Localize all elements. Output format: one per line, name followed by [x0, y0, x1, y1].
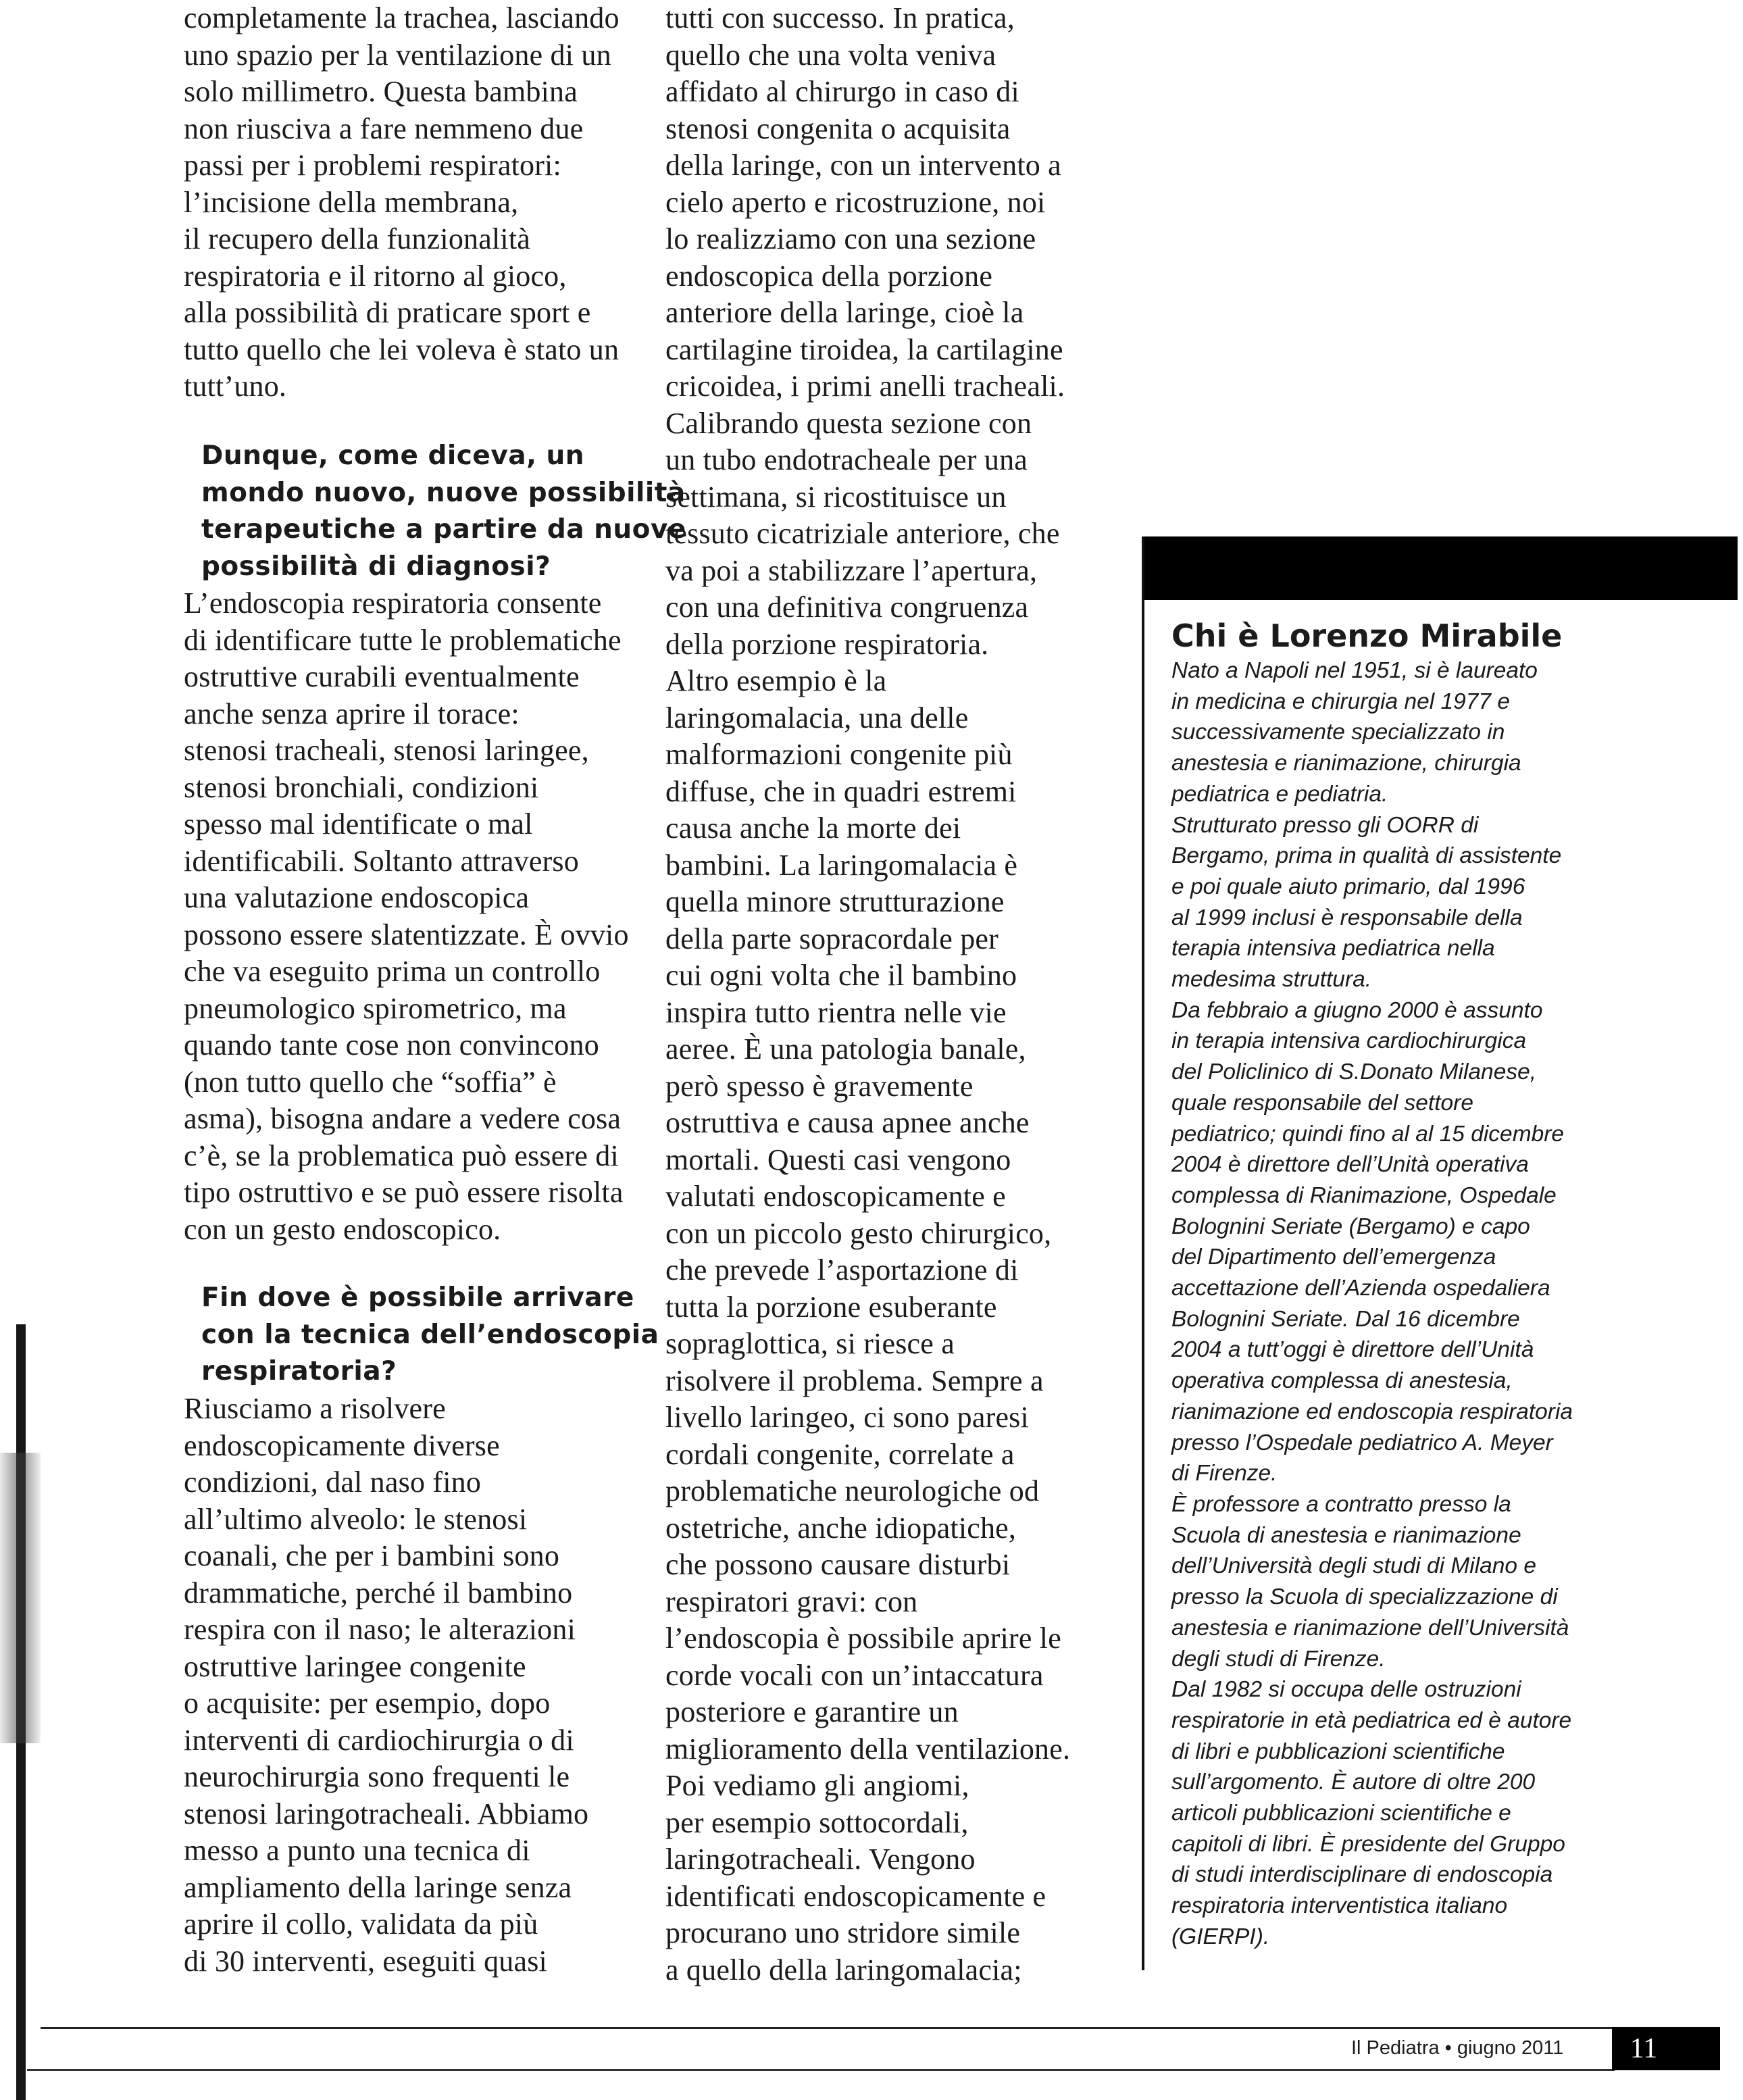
bio-title: Chi è Lorenzo Mirabile [1171, 618, 1563, 654]
text-line: una valutazione endoscopica [184, 881, 530, 914]
bio-line: respiratoria interventistica italiano [1171, 1893, 1508, 1919]
footer-rule [41, 2027, 1615, 2029]
text-line: respira con il naso; le alterazioni [184, 1613, 576, 1646]
text-line: livello laringeo, ci sono paresi [665, 1401, 1029, 1434]
bio-line: anestesia e rianimazione, chirurgia [1171, 751, 1521, 776]
text-line: corde vocali con un’intaccatura [665, 1658, 1044, 1692]
text-line: malformazioni congenite più [665, 738, 1013, 771]
text-line: procurano uno stridore simile [665, 1916, 1021, 1949]
text-line: (non tutto quello che “soffia” è [184, 1065, 557, 1099]
text-line: neurochirurgia sono frequenti le [184, 1760, 570, 1793]
bio-line: in terapia intensiva cardiochirurgica [1171, 1028, 1527, 1054]
text-line: stenosi laringotracheali. Abbiamo [184, 1797, 589, 1830]
text-line: di 30 interventi, eseguiti quasi [184, 1944, 547, 1978]
text-line: c’è, se la problematica può essere di [184, 1139, 619, 1172]
text-line: cricoidea, i primi anelli tracheali. [665, 370, 1065, 403]
bio-line: di Firenze. [1171, 1461, 1278, 1486]
text-line: cartilagine tiroidea, la cartilagine [665, 332, 1063, 366]
text-line: ampliamento della laringe senza [184, 1870, 572, 1904]
text-line: l’endoscopia è possibile aprire le [665, 1622, 1061, 1655]
bio-line: degli studi di Firenze. [1171, 1646, 1386, 1672]
text-line: per esempio sottocordali, [665, 1805, 969, 1839]
publication-info: Il Pediatra • giugno 2011 [1351, 2037, 1564, 2059]
column-2-body [665, 0, 1070, 1989]
bio-line: rianimazione ed endoscopia respiratoria [1171, 1399, 1573, 1424]
text-line: ostruttiva e causa apnee anche [665, 1106, 1030, 1139]
text-line: anche senza aprire il torace: [184, 697, 520, 730]
text-line: ostetriche, anche idiopatiche, [665, 1511, 1017, 1545]
bio-line: in medicina e chirurgia nel 1977 e [1171, 689, 1510, 714]
text-line: della porzione respiratoria. [665, 627, 989, 661]
text-line: messo a punto una tecnica di [184, 1834, 530, 1867]
text-line: completamente la trachea, lasciando [184, 1, 620, 34]
text-line: stenosi bronchiali, condizioni [184, 770, 539, 804]
bio-line: Dal 1982 si occupa delle ostruzioni [1171, 1677, 1521, 1703]
text-line: all’ultimo alveolo: le stenosi [184, 1502, 528, 1536]
scan-shadow [0, 1453, 41, 1743]
text-line: di identificare tutte le problematiche [184, 623, 622, 657]
text-line: posteriore e garantire un [665, 1695, 959, 1728]
text-line: o acquisite: per esempio, dopo [184, 1686, 551, 1720]
text-line: tessuto cicatriziale anteriore, che [665, 517, 1060, 550]
text-line: affidato al chirurgo in caso di [665, 75, 1019, 108]
text-line: sopraglottica, si riesce a [665, 1327, 955, 1360]
text-line: il recupero della funzionalità [184, 222, 530, 255]
text-line: endoscopicamente diverse [184, 1428, 500, 1462]
text-line: stenosi tracheali, stenosi laringee, [184, 734, 589, 767]
bio-line: presso l’Ospedale pediatrico A. Meyer [1171, 1430, 1553, 1455]
intro-paragraph [184, 0, 620, 405]
author-bio-box [1171, 615, 1732, 1953]
question-line: mondo nuovo, nuove possibilità [201, 477, 686, 508]
text-line: quando tante cose non convincono [184, 1028, 599, 1061]
bio-line: Scuola di anestesia e rianimazione [1171, 1522, 1521, 1548]
text-line: identificabili. Soltanto attraverso [184, 844, 579, 878]
bio-line: Bergamo, prima in qualità di assistente [1171, 843, 1562, 869]
sidebar-header-bar [1142, 536, 1738, 600]
bio-line: (GIERPI). [1171, 1924, 1270, 1949]
question-line: Fin dove è possibile arrivare [201, 1282, 634, 1313]
text-line: cui ogni volta che il bambino [665, 959, 1017, 992]
bio-line: Strutturato presso gli OORR di [1171, 812, 1479, 838]
text-line: anteriore della laringe, cioè la [665, 296, 1024, 329]
bio-line: respiratorie in età pediatrica ed è autore [1171, 1707, 1572, 1733]
text-line: aeree. È una patologia banale, [665, 1032, 1026, 1066]
text-line: Riusciamo a risolvere [184, 1392, 446, 1425]
text-line: cordali congenite, correlate a [665, 1437, 1015, 1471]
bio-line: anestesia e rianimazione dell’Università [1171, 1615, 1569, 1641]
bio-line: del Policlinico di S.Donato Milanese, [1171, 1059, 1537, 1085]
text-line: identificati endoscopicamente e [665, 1879, 1046, 1913]
text-line: problematiche neurologiche od [665, 1474, 1040, 1507]
question-line: Dunque, come diceva, un [201, 441, 585, 471]
text-line: cielo aperto e ricostruzione, noi [665, 185, 1046, 219]
text-line: diffuse, che in quadri estremi [665, 774, 1017, 808]
bio-line: quale responsabile del settore [1171, 1090, 1473, 1116]
text-line: solo millimetro. Questa bambina [184, 75, 578, 108]
bio-line: terapia intensiva pediatrica nella [1171, 936, 1495, 961]
bio-line: È professore a contratto presso la [1171, 1491, 1511, 1517]
sidebar-rule [1142, 536, 1144, 1970]
text-line: che possono causare disturbi [665, 1548, 1011, 1581]
text-line: aprire il collo, validata da più [184, 1907, 538, 1941]
text-line: un tubo endotracheale per una [665, 443, 1028, 476]
text-line: Altro esempio è la [665, 664, 887, 697]
text-line: mortali. Questi casi vengono [665, 1143, 1011, 1176]
question-line: respiratoria? [201, 1356, 397, 1386]
bio-line: pediatrico; quindi fino al al 15 dicembre [1171, 1121, 1565, 1147]
bio-line: successivamente specializzato in [1171, 720, 1505, 745]
text-line: alla possibilità di praticare sport e [184, 296, 591, 329]
text-line: pneumologico spirometrico, ma [184, 991, 567, 1025]
text-line: a quello della laringomalacia; [665, 1953, 1022, 1986]
bio-text [1171, 655, 1732, 1953]
text-line: asma), bisogna andare a vedere cosa [184, 1102, 622, 1135]
bio-line: di libri e pubblicazioni scientifiche [1171, 1739, 1505, 1764]
text-line: inspira tutto rientra nelle vie [665, 995, 1007, 1029]
footer-bottom-rule [27, 2069, 1615, 2071]
bio-line: Bolognini Seriate (Bergamo) e capo [1171, 1214, 1530, 1239]
text-line: della laringe, con un intervento a [665, 149, 1061, 182]
text-line: quella minore strutturazione [665, 885, 1005, 918]
text-line: stenosi congenita o acquisita [665, 111, 1011, 145]
text-line: L’endoscopia respiratoria consente [184, 586, 602, 620]
interview-question-1 [184, 438, 686, 585]
bio-line: e poi quale aiuto primario, dal 1996 [1171, 874, 1525, 899]
bio-line: al 1999 inclusi è responsabile della [1171, 905, 1523, 930]
text-line: laringotracheali. Vengono [665, 1843, 976, 1876]
bio-line: pediatrica e pediatria. [1171, 781, 1388, 807]
bio-line: articoli pubblicazioni scientifiche e [1171, 1801, 1511, 1826]
text-line: passi per i problemi respiratori: [184, 149, 561, 182]
bio-line: capitoli di libri. È presidente del Gruppo [1171, 1831, 1565, 1857]
bio-line: operativa complessa di anestesia, [1171, 1368, 1513, 1394]
question-line: possibilità di diagnosi? [201, 551, 551, 582]
interview-answer-2 [184, 1391, 588, 1980]
bio-line: presso la Scuola di specializzazione di [1171, 1584, 1558, 1610]
text-line: tipo ostruttivo e se può essere risolta [184, 1176, 624, 1209]
interview-answer-1 [184, 585, 629, 1248]
text-line: possono essere slatentizzate. È ovvio [184, 918, 629, 951]
bio-line: del Dipartimento dell’emergenza [1171, 1245, 1496, 1270]
bio-line: Da febbraio a giugno 2000 è assunto [1171, 997, 1543, 1023]
text-line: laringomalacia, una delle [665, 701, 969, 734]
text-line: bambini. La laringomalacia è [665, 848, 1018, 882]
bio-line: 2004 è direttore dell’Unità operativa [1171, 1152, 1529, 1178]
text-line: tutti con successo. In pratica, [665, 1, 1015, 34]
text-line: con una definitiva congruenza [665, 591, 1029, 624]
text-line: interventi di cardiochirurgia o di [184, 1723, 574, 1757]
text-line: miglioramento della ventilazione. [665, 1732, 1071, 1766]
text-line: non riusciva a fare nemmeno due [184, 111, 584, 145]
bio-line: complessa di Rianimazione, Ospedale [1171, 1182, 1557, 1208]
text-line: con un piccolo gesto chirurgico, [665, 1216, 1052, 1250]
text-line: condizioni, dal naso fino [184, 1466, 482, 1499]
text-line: drammatiche, perché il bambino [184, 1576, 573, 1609]
text-line: tutta la porzione esuberante [665, 1290, 997, 1324]
text-line: coanali, che per i bambini sono [184, 1539, 560, 1572]
interview-question-2 [184, 1280, 659, 1391]
text-line: che prevede l’asportazione di [665, 1253, 1019, 1286]
bio-line: di studi interdisciplinare di endoscopia [1171, 1862, 1553, 1888]
text-line: tutt’uno. [184, 370, 287, 403]
bio-line: dell’Università degli studi di Milano e [1171, 1553, 1536, 1579]
text-line: però spesso è gravemente [665, 1069, 974, 1103]
bio-line: accettazione dell’Azienda ospedaliera [1171, 1276, 1550, 1301]
text-line: che va eseguito prima un controllo [184, 955, 601, 988]
bio-line: Bolognini Seriate. Dal 16 dicembre [1171, 1306, 1520, 1332]
text-line: con un gesto endoscopico. [184, 1212, 501, 1246]
question-line: terapeutiche a partire da nuove [201, 514, 686, 545]
text-line: causa anche la morte dei [665, 811, 961, 845]
text-line: della parte sopracordale per [665, 922, 999, 955]
text-line: Calibrando questa sezione con [665, 406, 1032, 440]
text-line: endoscopica della porzione [665, 259, 993, 293]
question-line: con la tecnica dell’endoscopia [201, 1319, 659, 1350]
text-line: quello che una volta veniva [665, 38, 996, 72]
text-line: tutto quello che lei voleva è stato un [184, 332, 620, 366]
text-line: respiratori gravi: con [665, 1584, 918, 1618]
text-line: va poi a stabilizzare l’apertura, [665, 553, 1038, 587]
text-line: l’incisione della membrana, [184, 185, 519, 219]
text-line: valutati endoscopicamente e [665, 1180, 1006, 1213]
text-line: risolvere il problema. Sempre a [665, 1364, 1044, 1397]
bio-line: medesima struttura. [1171, 967, 1372, 993]
bio-line: 2004 a tutt’oggi è direttore dell’Unità [1171, 1337, 1534, 1363]
page-number: 11 [1630, 2033, 1658, 2064]
text-line: lo realizziamo con una sezione [665, 222, 1036, 255]
bio-line: sull’argomento. È autore di oltre 200 [1171, 1770, 1536, 1795]
text-line: spesso mal identificate o mal [184, 807, 533, 841]
text-line: uno spazio per la ventilazione di un [184, 38, 611, 72]
text-line: respiratoria e il ritorno al gioco, [184, 259, 567, 293]
text-line: ostruttive curabili eventualmente [184, 660, 580, 693]
text-line: settimana, si ricostituisce un [665, 480, 1007, 514]
text-line: Poi vediamo gli angiomi, [665, 1769, 969, 1802]
text-line: ostruttive laringee congenite [184, 1649, 526, 1683]
bio-line: Nato a Napoli nel 1951, si è laureato [1171, 658, 1538, 683]
